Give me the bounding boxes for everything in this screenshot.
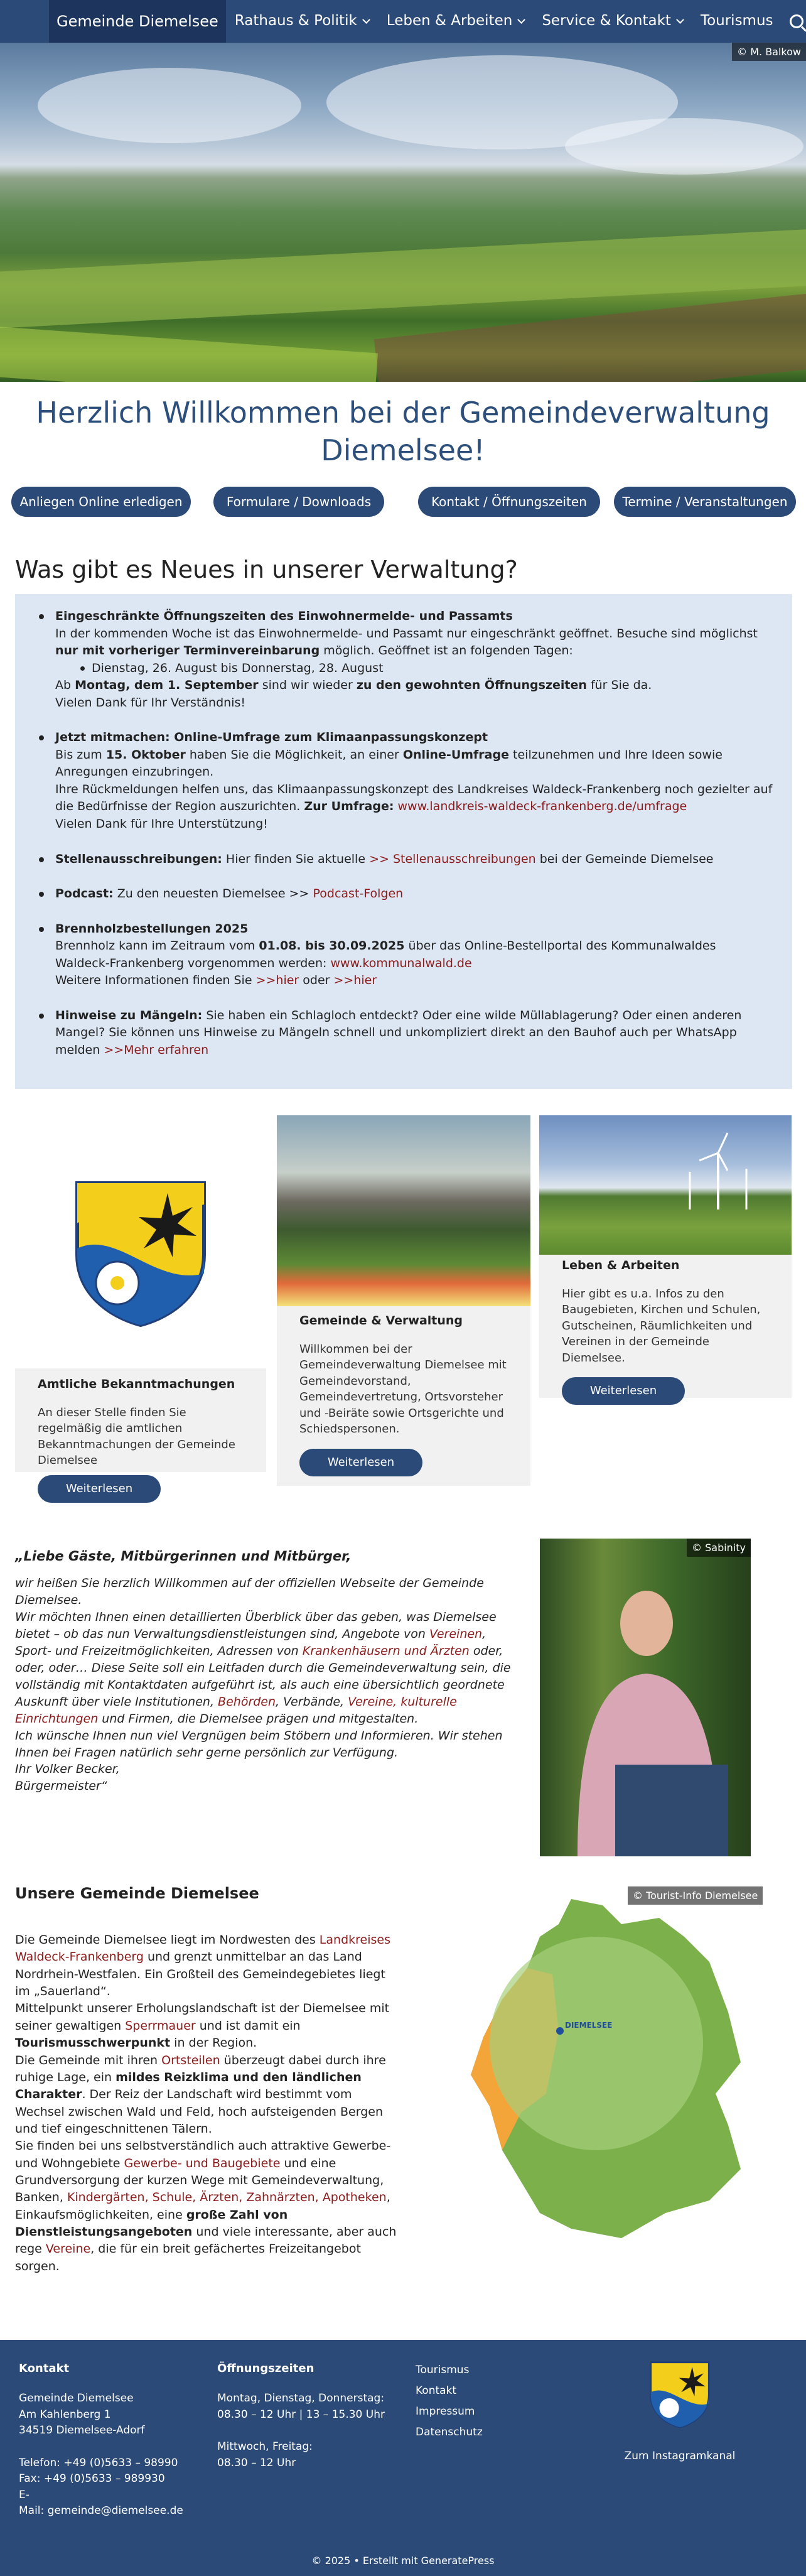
hier-link[interactable]: >>hier	[255, 973, 299, 988]
behoerden-link[interactable]: Behörden	[218, 1694, 276, 1709]
baugebiete-link[interactable]: Gewerbe- und Baugebiete	[124, 2156, 281, 2170]
text: Bis zum	[55, 747, 106, 762]
text: . Der Reiz der Landschaft wird bestimmt vom Wechsel zwischen Wald und Feld, hoch aufsteigenden Bergen und tief eingeschnittenen Tälern.	[15, 2087, 383, 2136]
germany-map-shape	[414, 1886, 770, 2243]
title-line: Herzlich Willkommen bei der Gemeindeverwaltung	[36, 396, 770, 430]
card-gemeinde	[277, 1115, 530, 1486]
quicklink-online[interactable]: Anliegen Online erledigen	[11, 487, 191, 517]
footer-link-tourismus[interactable]: Tourismus	[416, 2364, 470, 2376]
footer-oeffnungszeiten	[217, 2360, 385, 2471]
card-title: Amtliche Bekanntmachungen	[38, 1377, 235, 1391]
vereine-link[interactable]: Vereine	[45, 2242, 91, 2256]
card-title: Leben & Arbeiten	[562, 1258, 680, 1272]
weiterlesen-button[interactable]: Weiterlesen	[562, 1377, 685, 1405]
weiterlesen-button[interactable]: Weiterlesen	[299, 1449, 422, 1476]
weiterlesen-button[interactable]: Weiterlesen	[38, 1475, 161, 1503]
text: in der Region.	[170, 2036, 257, 2050]
section-heading: Unsere Gemeinde Diemelsee	[15, 1885, 259, 1902]
mehr-link[interactable]: >>Mehr erfahren	[104, 1042, 209, 1057]
sperrmauer-link[interactable]: Sperrmauer	[125, 2018, 196, 2033]
footer-instagram	[614, 2357, 746, 2464]
text: mildes Reizklima und den ländlichen Charakter	[15, 2070, 362, 2102]
news-item	[36, 921, 773, 990]
footer-link-kontakt[interactable]: Kontakt	[416, 2384, 457, 2398]
footer-heading: Kontakt	[19, 2362, 70, 2375]
text: und viele interessante, aber auch rege	[15, 2225, 397, 2256]
text: Vielen Dank für Ihre Unterstützung!	[55, 817, 268, 831]
text: Montag, Dienstag, Donnerstag:	[217, 2392, 385, 2405]
text: Ihre Rückmeldungen helfen uns, das Klimaanpassungskonzept des Landkreises Waldeck-Frankenberg noch gezielter auf die Bedürfnisse der Region auszurichten.	[55, 782, 773, 814]
text: überzeugt dabei durch ihre ruhige Lage, ein	[15, 2053, 386, 2084]
news-item	[36, 1007, 773, 1059]
cloud-shape	[38, 68, 301, 143]
quick-links	[0, 487, 806, 518]
text: und Firmen, die Diemelsee prägen und mitgestalten.	[98, 1711, 419, 1726]
news-item	[36, 729, 773, 833]
text: Ich wünsche Ihnen nun viel Vergnügen beim Stöbern und Informieren. Wir stehen Ihnen bei Fragen natürlich sehr gerne persönlich zur Verfügung.	[15, 1728, 503, 1760]
instagram-link[interactable]: Zum Instagramkanal	[624, 2449, 736, 2462]
quicklink-termine[interactable]: Termine / Veranstaltungen	[614, 487, 796, 517]
text: nur mit vorheriger Terminvereinbarung	[55, 644, 320, 658]
umfrage-link[interactable]: www.landkreis-waldeck-frankenberg.de/umfrage	[397, 799, 687, 814]
windmill-icon	[539, 1115, 792, 1255]
hier-link[interactable]: >>hier	[333, 973, 377, 988]
card-leben	[539, 1115, 792, 1398]
text: Mittwoch, Freitag:	[217, 2440, 313, 2453]
text: bei der Gemeinde Diemelsee	[535, 852, 714, 866]
card-bekanntmachungen	[15, 1115, 266, 1495]
card-body	[562, 1257, 775, 1405]
text: oder, oder, oder… Diese Seite soll ein Leitfaden durch die Gemeindeverwaltung sein, die vollständig mit Kontaktdaten aufgeführt ist, als auch eine übersichtlich geordnete Auskunft über viele Institutionen,	[15, 1643, 511, 1709]
nav-tourismus[interactable]: Tourismus	[700, 13, 773, 30]
text: 08.30 – 12 Uhr	[217, 2456, 296, 2469]
coat-of-arms-icon	[649, 2357, 711, 2432]
copyright: © 2025 • Erstellt mit GeneratePress	[311, 2555, 495, 2567]
text: oder	[299, 973, 334, 988]
footer-links	[416, 2360, 483, 2443]
text: und ist damit ein	[195, 2018, 301, 2033]
news-title: Podcast:	[55, 887, 114, 901]
text: Online-Umfrage	[402, 747, 509, 762]
text: Zu den neuesten Diemelsee >>	[113, 887, 313, 901]
village-photo	[277, 1115, 530, 1306]
text: Die Gemeinde Diemelsee liegt im Nordwesten des	[15, 1933, 320, 1947]
footer-link-datenschutz[interactable]: Datenschutz	[416, 2426, 483, 2439]
text: Montag, dem 1. September	[75, 678, 259, 693]
text: , Verbände,	[276, 1694, 348, 1709]
text: und eine Grundversorgung der kurzen Wege mit Gemeindeverwaltung, Banken,	[15, 2156, 384, 2205]
text: Hier finden Sie aktuelle	[222, 852, 370, 866]
field-shape	[0, 323, 378, 382]
text: , Einkaufsmöglichkeiten, eine	[15, 2190, 390, 2222]
text: Tourismusschwerpunkt	[15, 2036, 171, 2050]
main-navigation	[0, 0, 806, 43]
chevron-down-icon	[362, 16, 370, 24]
card-text: Hier gibt es u.a. Infos zu den Baugebieten, Kirchen und Schulen, Gutscheinen, Räumlichkeiten und Vereinen in der Gemeinde Diemelsee.	[562, 1287, 761, 1365]
search-icon[interactable]	[790, 14, 803, 28]
text: E-	[19, 2488, 30, 2501]
text: 08.30 – 12 Uhr | 13 – 15.30 Uhr	[217, 2408, 385, 2421]
text: Sie finden bei uns selbstverständlich auch attraktive Gewerbe- und Wohngebiete	[15, 2139, 391, 2170]
text: In der kommenden Woche ist das Einwohnermelde- und Passamt nur eingeschränkt geöffnet. Besuche sind möglichst	[55, 626, 758, 641]
text: Weitere Informationen finden Sie	[55, 973, 256, 988]
map-credit: © Tourist-Info Diemelsee	[628, 1886, 763, 1905]
nav-service[interactable]	[533, 0, 692, 43]
card-body	[15, 1368, 266, 1495]
text: Ihr Volker Becker,	[15, 1762, 120, 1777]
text: Vielen Dank für Ihr Verständnis!	[55, 695, 245, 710]
card-title: Gemeinde & Verwaltung	[299, 1314, 463, 1328]
text: Am Kahlenberg 1	[19, 2408, 111, 2421]
greeting-title: „Liebe Gäste, Mitbürgerinnen und Mitbürger,	[15, 1549, 352, 1564]
stellen-link[interactable]: >> Stellenausschreibungen	[369, 852, 536, 866]
news-heading: Was gibt es Neues in unserer Verwaltung?	[15, 556, 518, 583]
text: haben Sie die Möglichkeit, an einer	[185, 747, 403, 762]
cloud-shape	[565, 118, 803, 175]
text: Fax: +49 (0)5633 – 989930	[19, 2472, 165, 2485]
page-title	[0, 394, 806, 470]
brand-link[interactable]: Gemeinde Diemelsee	[49, 0, 226, 43]
podcast-link[interactable]: Podcast-Folgen	[313, 887, 404, 901]
quicklink-formulare[interactable]: Formulare / Downloads	[213, 487, 384, 517]
gemeinde-text	[15, 1932, 397, 2275]
text: zu den gewohnten Öffnungszeiten	[356, 678, 587, 693]
text: Die Gemeinde mit ihren	[15, 2053, 162, 2067]
text: sind wir wieder	[258, 678, 357, 693]
photo-credit: © Sabinity	[687, 1539, 751, 1557]
news-title: Brennholzbestellungen 2025	[55, 921, 249, 936]
card-body	[299, 1312, 513, 1476]
text: , Sport- und Freizeitmöglichkeiten, Adressen von	[15, 1626, 486, 1658]
text: 01.08. bis 30.09.2025	[259, 939, 405, 953]
text: teilzunehmen und Ihre Ideen sowie Anregungen einzubringen.	[55, 747, 723, 779]
hero-image	[0, 43, 806, 382]
news-title: Jetzt mitmachen: Online-Umfrage zum Klimaanpassungskonzept	[55, 730, 488, 745]
mayor-greeting	[15, 1547, 517, 1795]
nav-label: Leben & Arbeiten	[386, 13, 513, 30]
news-title: Stellenausschreibungen:	[55, 852, 222, 866]
news-item	[36, 608, 773, 712]
photo-credit: © M. Balkow	[732, 43, 806, 61]
nav-label: Rathaus & Politik	[234, 13, 357, 30]
text: möglich. Geöffnet ist an folgenden Tagen:	[320, 644, 573, 658]
vereine-link[interactable]: Vereine, kulturelle Einrichtungen	[15, 1694, 457, 1726]
quicklink-kontakt[interactable]: Kontakt / Öffnungszeiten	[418, 487, 600, 517]
chevron-down-icon	[517, 16, 525, 24]
footer	[0, 2340, 806, 2576]
sub-item: Dienstag, 26. August bis Donnerstag, 28. August	[80, 660, 773, 678]
text: Telefon: +49 (0)5633 – 98990	[19, 2456, 178, 2469]
map-label: DIEMELSEE	[565, 2021, 613, 2030]
text: für Sie da.	[586, 678, 652, 693]
text: Mittelpunkt unserer Erholungslandschaft ist der Diemelsee mit seiner gewaltigen	[15, 2001, 390, 2033]
landkreis-link[interactable]: Landkreises Waldeck-Frankenberg	[15, 1933, 390, 1964]
portrait-figure	[540, 1539, 751, 1856]
nav-rathaus[interactable]	[226, 0, 378, 43]
text: Sie haben ein Schlagloch entdeckt? Oder eine wilde Müllablagerung? Oder einen anderen Mangel? Sie können uns Hinweise zu Mängeln schnell und unkompliziert direkt an den Bauhof auch per WhatsApp melden	[55, 1008, 742, 1057]
nav-label: Service & Kontakt	[542, 13, 671, 30]
text: Zur Umfrage:	[304, 799, 394, 814]
footer-heading: Öffnungszeiten	[217, 2362, 314, 2375]
coat-of-arms-icon	[73, 1179, 208, 1328]
news-title: Eingeschränkte Öffnungszeiten des Einwohnermelde- und Passamts	[55, 609, 513, 623]
text: Ab	[55, 678, 75, 693]
text: Wir möchten Ihnen einen detaillierten Überblick über das geben, was Diemelsee bietet – ob das nun Verwaltungsdienstleistungen sind, Angebote von	[15, 1610, 497, 1641]
email-link[interactable]: Mail: gemeinde@diemelsee.de	[19, 2504, 183, 2517]
vereinen-link[interactable]: Vereinen	[429, 1626, 483, 1641]
germany-map	[414, 1886, 770, 2243]
text: große Zahl von Dienstleistungsangeboten	[15, 2207, 288, 2239]
text: 34519 Diemelsee-Adorf	[19, 2424, 145, 2437]
text: und grenzt unmittelbar an das Land Nordrhein-Westfalen. Ein Großteil des Gemeindegebietes liegt im „Sauerland“.	[15, 1950, 385, 1999]
text: Brennholz kann im Zeitraum vom	[55, 939, 259, 953]
news-item	[36, 851, 773, 869]
einrichtungen-link[interactable]: Kindergärten, Schule, Ärzten, Zahnärzten, Apotheken	[67, 2190, 387, 2205]
text: Bürgermeister“	[15, 1779, 107, 1794]
card-text: An dieser Stelle finden Sie regelmäßig die amtlichen Bekanntmachungen der Gemeinde Diemelsee	[38, 1405, 235, 1468]
windpark-photo	[539, 1115, 792, 1255]
text: wir heißen Sie herzlich Willkommen auf der offiziellen Webseite der Gemeinde Diemelsee.	[15, 1576, 484, 1607]
news-box	[15, 594, 792, 1089]
news-item	[36, 885, 773, 903]
news-title: Hinweise zu Mängeln:	[55, 1008, 203, 1022]
ortsteile-link[interactable]: Ortsteilen	[161, 2053, 220, 2067]
footer-kontakt	[19, 2360, 183, 2519]
text: Gemeinde Diemelsee	[19, 2392, 134, 2405]
aerzte-link[interactable]: Krankenhäusern und Ärzten	[302, 1643, 470, 1658]
text: über das Online-Bestellportal des Kommunalwaldes Waldeck-Frankenberg vorgenommen werden:	[55, 939, 716, 970]
mayor-photo	[540, 1539, 751, 1856]
text: 15. Oktober	[105, 747, 186, 762]
nav-leben[interactable]	[378, 0, 534, 43]
card-text: Willkommen bei der Gemeindeverwaltung Diemelsee mit Gemeindevorstand, Gemeindevertretung, Ortsvorsteher und -Beiräte sowie Ortsgerichte und Schiedspersonen.	[299, 1342, 507, 1436]
kommunalwald-link[interactable]: www.kommunalwald.de	[330, 956, 472, 970]
text: , die für ein breit gefächertes Freizeitangebot sorgen.	[15, 2242, 361, 2273]
chevron-down-icon	[676, 16, 684, 24]
title-line: Diemelsee!	[321, 433, 485, 467]
footer-link-impressum[interactable]: Impressum	[416, 2405, 475, 2418]
